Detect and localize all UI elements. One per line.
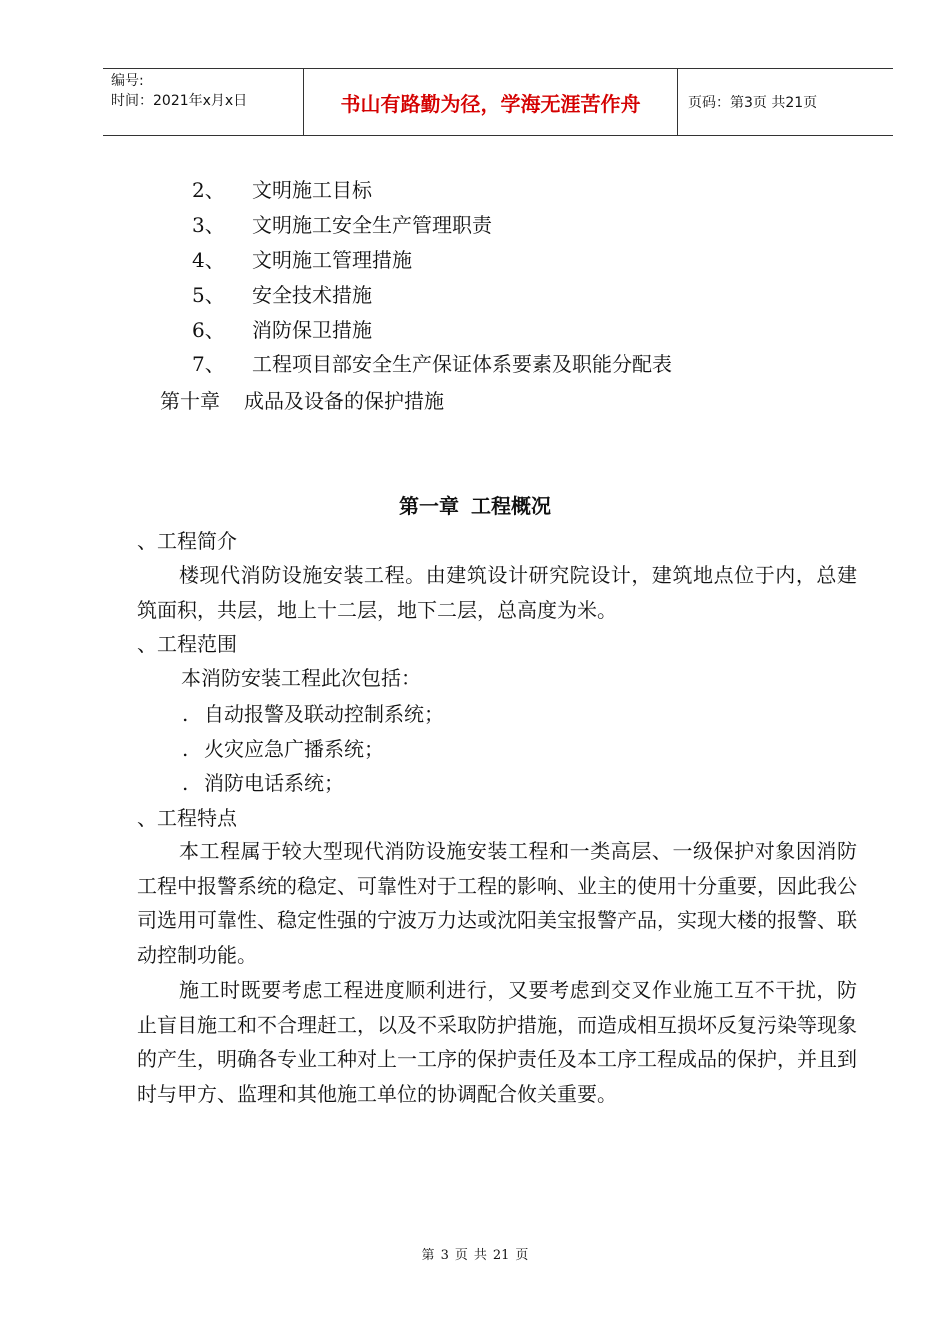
feature-paragraph-1: 本工程属于较大型现代消防设施安装工程和一类高层、一级保护对象因消防工程中报警系统的稳定、可靠性对于工程的影响、业主的使用十分重要，因此我公司选用可靠性、稳定性强的宁波万力达或沈阳美宝报警产品，实现大楼的报警、联动控制功能。	[137, 839, 857, 967]
section-title-scope: 、工程范围	[137, 632, 237, 656]
code-label: 编号:	[111, 73, 144, 89]
page-footer	[0, 1244, 950, 1263]
bullet-mark: .	[182, 702, 189, 726]
footer-gong: 共	[473, 1248, 487, 1263]
feature-paragraph-2: 施工时既要考虑工程进度顺利进行，又要考虑到交叉作业施工互不干扰，防止盲目施工和不合理赶工，以及不采取防护措施，而造成相互损坏反复污染等现象的产生，明确各专业工种对上一工序的保护责任及本工序工程成品的保护，并且到时与甲方、监理和其他施工单位的协调配合攸关重要。	[137, 978, 857, 1106]
section-title-features: 、工程特点	[137, 806, 237, 830]
toc-item-text: 工程项目部安全生产保证体系要素及职能分配表	[252, 352, 672, 376]
chapter-title	[0, 490, 950, 519]
intro-paragraph: 楼现代消防设施安装工程。由建筑设计研究院设计，建筑地点位于内，总建筑面积，共层，地上十二层，地下二层，总高度为米。	[137, 563, 857, 622]
toc-item-text: 文明施工安全生产管理职责	[252, 213, 492, 237]
toc-chapter-10	[160, 387, 444, 415]
list-item	[182, 735, 384, 763]
toc-item-num: 2、	[192, 178, 225, 202]
bullet-mark: .	[182, 771, 189, 795]
scope-lead: 本消防安装工程此次包括：	[181, 666, 421, 690]
toc-item-text: 消防保卫措施	[252, 318, 372, 342]
chapter-name: 工程概况	[471, 494, 551, 518]
page-header	[103, 68, 893, 136]
toc-item-num: 6、	[192, 318, 225, 342]
chapter-num: 第一章	[399, 494, 459, 518]
footer-ye: 页	[454, 1248, 468, 1263]
header-meta	[103, 69, 304, 135]
list-item	[182, 769, 344, 797]
bullet-mark: .	[182, 737, 189, 761]
header-page-info: 页码：第3页 共21页	[688, 95, 818, 111]
section-title-intro: 、工程简介	[137, 529, 237, 553]
list-item-text: 火灾应急广播系统；	[204, 737, 384, 761]
toc-item-text: 文明施工管理措施	[252, 248, 412, 272]
toc-chapter-text: 成品及设备的保护措施	[244, 389, 444, 413]
toc-item-text: 文明施工目标	[252, 178, 372, 202]
list-item-text: 消防电话系统；	[204, 771, 344, 795]
footer-ye: 页	[515, 1248, 529, 1263]
footer-di: 第	[421, 1248, 435, 1263]
list-item-text: 自动报警及联动控制系统；	[204, 702, 444, 726]
footer-page-number: 3	[440, 1248, 449, 1263]
header-slogan: 书山有路勤为径，学海无涯苦作舟	[304, 69, 678, 135]
toc-chapter-num: 第十章	[160, 389, 220, 413]
time-label: 时间：2021年x月x日	[111, 93, 248, 109]
toc-item-num: 5、	[192, 283, 225, 307]
toc-item-num: 3、	[192, 213, 225, 237]
list-item	[182, 700, 444, 728]
toc-item-num: 4、	[192, 248, 225, 272]
toc-item-text: 安全技术措施	[252, 283, 372, 307]
toc-item-num: 7、	[192, 352, 225, 376]
footer-total-pages: 21	[492, 1248, 510, 1263]
